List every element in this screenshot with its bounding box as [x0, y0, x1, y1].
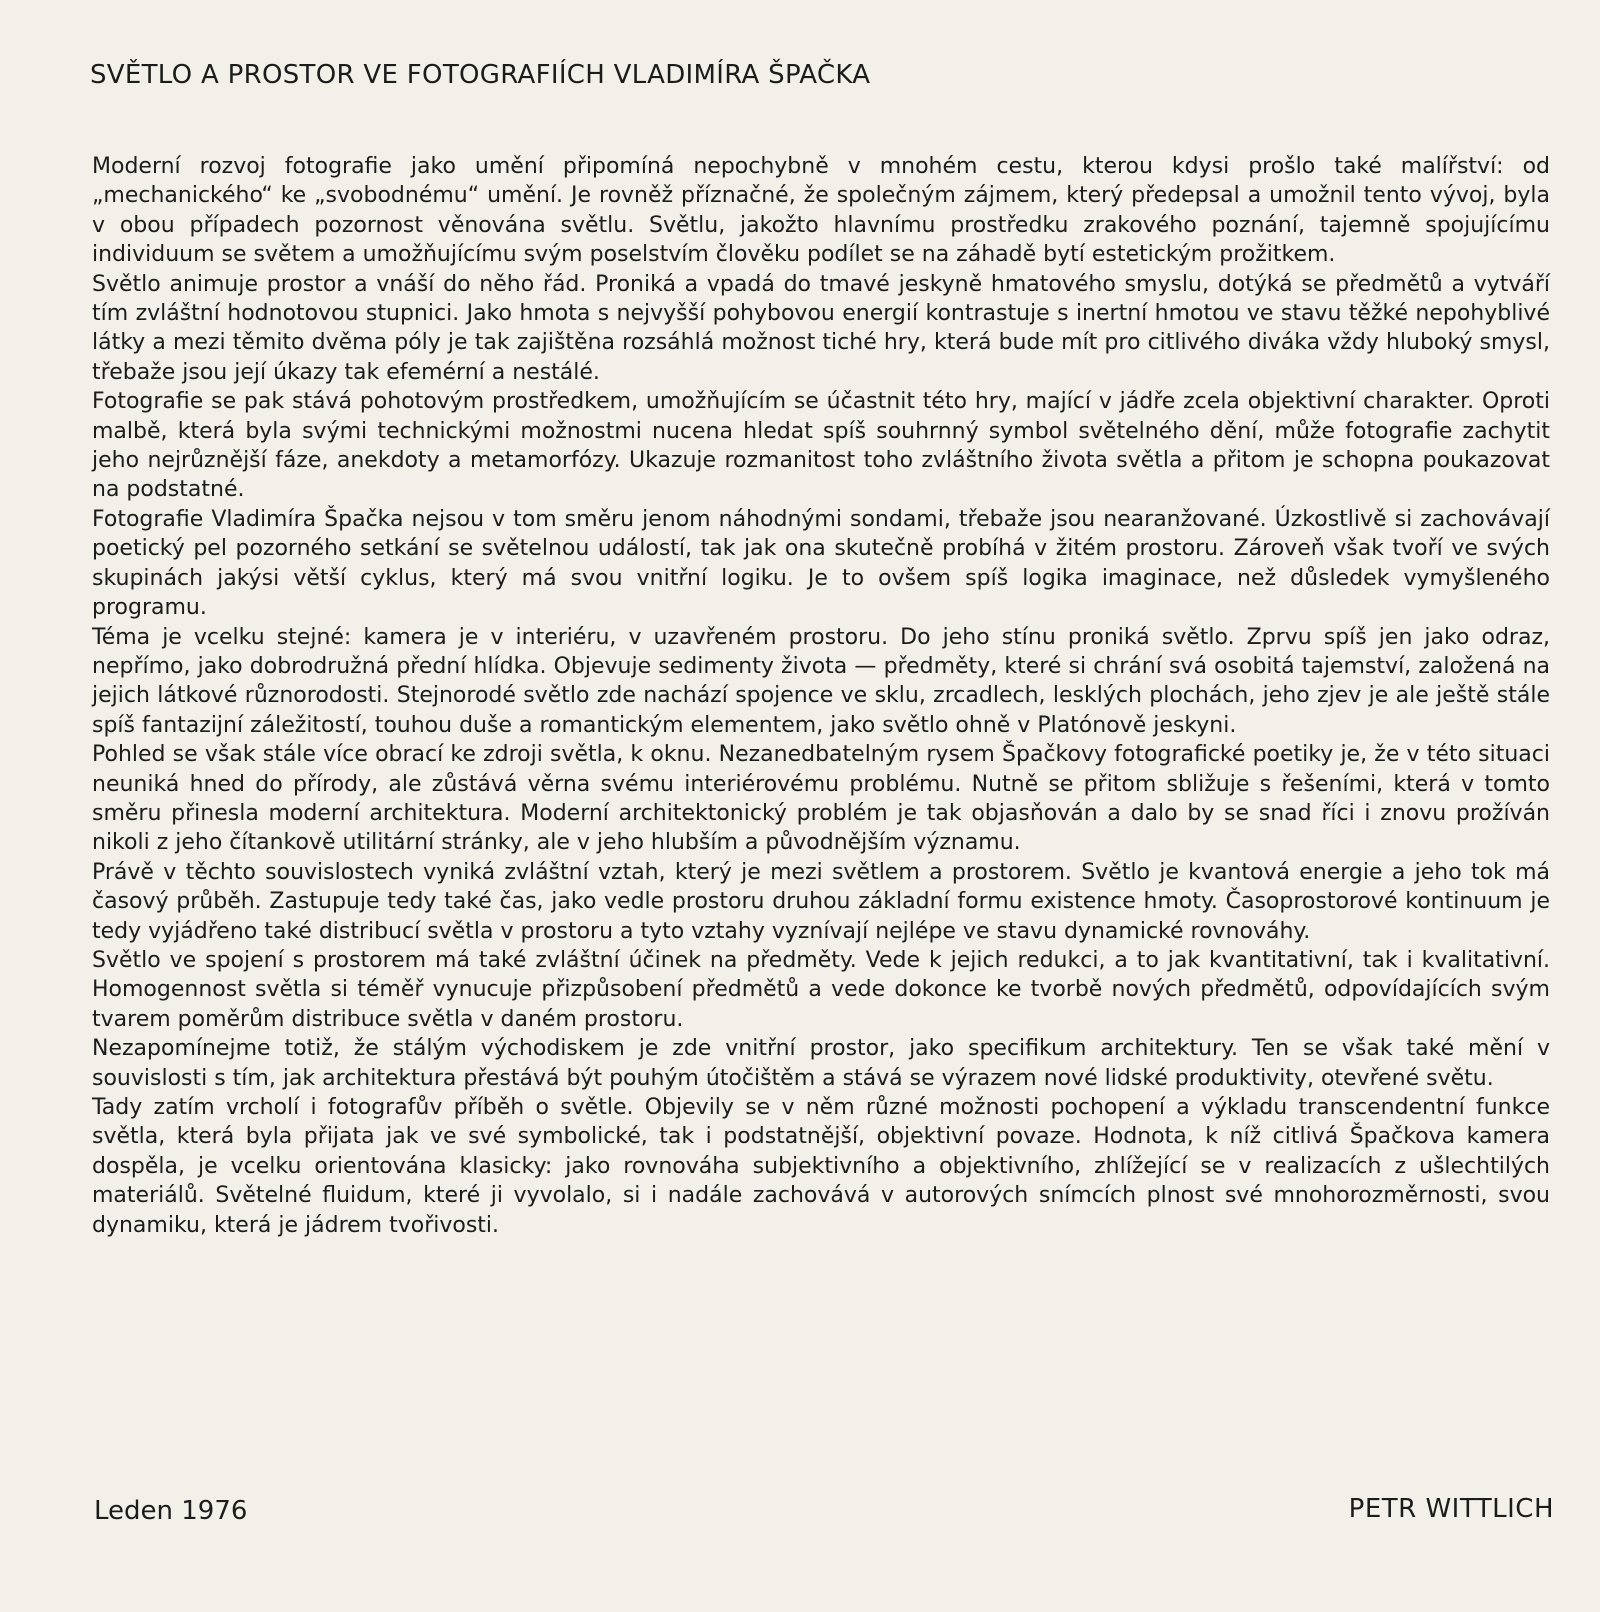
page-title: SVĚTLO A PROSTOR VE FOTOGRAFIÍCH VLADIMÍRA ŠPAČKA: [90, 60, 871, 90]
paragraph: Světlo animuje prostor a vnáší do něho řád. Proniká a vpadá do tmavé jeskyně hmatového smyslu, dotýká se předmětů a vytváří tím zvláštní hodnotovou stupnici. Jako hmota s nejvyšší pohybovou energií kontrastuje s inertní hmotou ve stavu těžké nepohyblivé látky a mezi těmito dvěma póly je tak zajištěna rozsáhlá možnost tiché hry, která bude mít pro citlivého diváka vždy hluboký smysl, třebaže jsou její úkazy tak efemérní a nestálé.: [92, 271, 1550, 385]
footer-author: PETR WITTLICH: [1348, 1494, 1554, 1524]
paragraph: Pohled se však stále více obrací ke zdroji světla, k oknu. Nezanedbatelným rysem Špačkovy fotografické poetiky je, že v této situaci neuniká hned do přírody, ale zůstává věrna svému interiérovému problému. Nutně se přitom sbližuje s řešeními, která v tomto směru přinesla moderní architektura. Moderní architektonický problém je tak objasňován a dalo by se snad říci i znovu prožíván nikoli z jeho čítankově utilitární stránky, ale v jeho hlubším a původnějším významu.: [92, 742, 1550, 856]
paragraph: Fotografie se pak stává pohotovým prostředkem, umožňujícím se účastnit této hry, mající v jádře zcela objektivní charakter. Oproti malbě, která byla svými technickými možnostmi nucena hledat spíš souhrnný symbol světelného dění, může fotografie zachytit jeho nejrůznější fáze, anekdoty a metamorfózy. Ukazuje rozmanitost toho zvláštního života světla a přitom je schopna poukazovat na podstatné.: [92, 389, 1550, 503]
paragraph: Právě v těchto souvislostech vyniká zvláštní vztah, který je mezi světlem a prostorem. Světlo je kvantová energie a jeho tok má časový průběh. Zastupuje tedy také čas, jako vedle prostoru druhou základní formu existence hmoty. Časoprostorové kontinuum je tedy vyjádřeno také distribucí světla v prostoru a tyto vztahy vyznívají nejlépe ve stavu dynamické rovnováhy.: [92, 859, 1550, 944]
paragraph: Tady zatím vrcholí i fotografův příběh o světle. Objevily se v něm různé možnosti pochopení a výkladu transcendentní funkce světla, která byla přijata jak ve své symbolické, tak i podstatnější, objektivní povaze. Hodnota, k níž citlivá Špačkova kamera dospěla, je vcelku orientována klasicky: jako rovnováha subjektivního a objektivního, zhlížející se v realizacích z ušlechtilých materiálů. Světelné fluidum, které ji vyvolalo, si i nadále zachovává v autorových snímcích plnost své mnohorozměrnosti, svou dynamiku, která je jádrem tvořivosti.: [92, 1095, 1550, 1238]
paragraph: Téma je vcelku stejné: kamera je v interiéru, v uzavřeném prostoru. Do jeho stínu proniká světlo. Zprvu spíš jen jako odraz, nepřímo, jako dobrodružná přední hlídka. Objevuje sedimenty života — předměty, které si chrání svá osobitá tajemství, založená na jejich látkové různorodosti. Stejnorodé světlo zde nachází spojence ve sklu, zrcadlech, lesklých plochách, jeho zjev je ale ještě stále spíš fantazijní záležitostí, touhou duše a romantickým elementem, jako světlo ohně v Platónově jeskyni.: [92, 624, 1550, 738]
paragraph: Světlo ve spojení s prostorem má také zvláštní účinek na předměty. Vede k jejich redukci, a to jak kvantitativní, tak i kvalitativní. Homogennost světla si téměř vynucuje přizpůsobení předmětů a vede dokonce ke tvorbě nových předmětů, odpovídajících svým tvarem poměrům distribuce světla v daném prostoru.: [92, 947, 1550, 1032]
footer-date: Leden 1976: [94, 1496, 248, 1526]
paragraph: Moderní rozvoj fotografie jako umění připomíná nepochybně v mnohém cestu, kterou kdysi prošlo také malířství: od „mechanického“ ke „svobodnému“ umění. Je rovněž příznačné, že společným zájmem, který předepsal a umožnil tento vývoj, byla v obou případech pozornost věnována světlu. Světlu, jakožto hlavnímu prostředku zrakového poznání, tajemně spojujícímu individuum se světem a umožňujícímu svým poselstvím člověku podílet se na záhadě bytí estetickým prožitkem.: [92, 154, 1550, 268]
article-body: [92, 152, 1550, 1240]
paragraph: Nezapomínejme totiž, že stálým východiskem je zde vnitřní prostor, jako specifikum architektury. Ten se však také mění v souvislosti s tím, jak architektura přestává být pouhým útočištěm a stává se výrazem nové lidské produktivity, otevřené světu.: [92, 1036, 1550, 1091]
paragraph: Fotografie Vladimíra Špačka nejsou v tom směru jenom náhodnými sondami, třebaže jsou nearanžované. Úzkostlivě si zachovávají poetický pel pozorného setkání se světelnou událostí, tak jak ona skutečně probíhá v žitém prostoru. Zároveň však tvoří ve svých skupinách jakýsi větší cyklus, který má svou vnitřní logiku. Je to ovšem spíš logika imaginace, než důsledek vymyšleného programu.: [92, 506, 1550, 621]
